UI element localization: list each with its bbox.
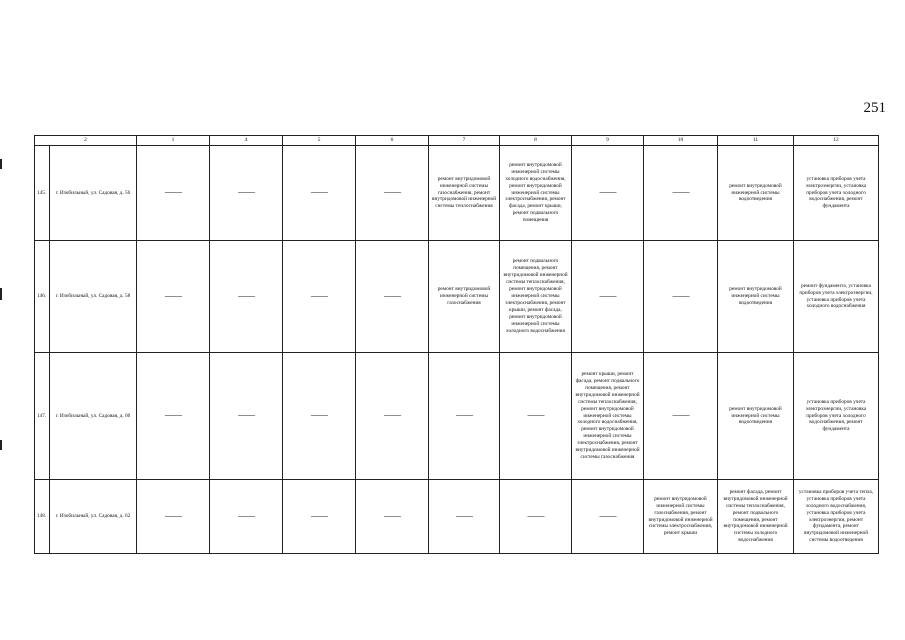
scan-edge-mark (0, 288, 2, 300)
table-cell: ремонт внутридомовой инженерной системы газоснабжения, ремонт внутридомовой инженерной системы теплоснабжения (429, 146, 500, 241)
table-cell: —— (356, 241, 429, 353)
column-header: 8 (500, 136, 572, 146)
table-cell: —— (210, 241, 283, 353)
row-number: 146. (35, 241, 50, 353)
address-cell: г. Изобильный, ул. Садовая, д. 58 (50, 241, 137, 353)
row-number: 148. (35, 480, 50, 554)
table-cell: —— (572, 480, 644, 554)
column-number-row (35, 136, 879, 146)
column-header: 6 (356, 136, 429, 146)
table-cell: —— (500, 353, 572, 480)
table-cell: —— (283, 480, 356, 554)
table-cell: —— (644, 241, 718, 353)
table-cell: —— (283, 353, 356, 480)
table-cell: установка приборов учета электроэнергии, установка приборов учета холодного водоснабжения, ремонт фундамента (794, 146, 879, 241)
table-cell: установка приборов учета тепла, установка приборов учета холодного водоснабжения, установка приборов учета электроэнергии, ремонт фундамента, ремонт внутридомовой инженерной системы водоотведения (794, 480, 879, 554)
column-header: 7 (429, 136, 500, 146)
table-cell: —— (283, 146, 356, 241)
column-header: 5 (283, 136, 356, 146)
table-cell: ремонт внутридомовой инженерной системы холодного водоснабжения, ремонт внутридомовой инженерной системы электроснабжения, ремонт фасада, ремонт крыши, ремонт подвального помещения (500, 146, 572, 241)
column-header: 2 (35, 136, 137, 146)
table-cell: —— (210, 146, 283, 241)
table-row (35, 353, 879, 480)
table-row (35, 146, 879, 241)
table-cell: —— (137, 241, 210, 353)
table-cell: ремонт внутридомовой инженерной системы газоснабжения, ремонт внутридомовой инженерной системы электроснабжения, ремонт крыши (644, 480, 718, 554)
scan-edge-mark (0, 159, 2, 169)
table-row (35, 480, 879, 554)
table-cell: —— (356, 480, 429, 554)
column-header: 11 (718, 136, 794, 146)
column-header: 4 (210, 136, 283, 146)
table-cell: —— (283, 241, 356, 353)
table-cell: —— (644, 353, 718, 480)
table-cell: —— (356, 146, 429, 241)
column-header: 1 (137, 136, 210, 146)
table-cell: —— (137, 146, 210, 241)
repair-schedule-table (34, 135, 879, 554)
page-number: 251 (863, 100, 886, 116)
row-number: 145. (35, 146, 50, 241)
table-cell: —— (500, 480, 572, 554)
table-cell: —— (429, 353, 500, 480)
address-cell: г. Изобильный, ул. Садовая, д. 56 (50, 146, 137, 241)
column-header: 12 (794, 136, 879, 146)
table-cell: —— (356, 353, 429, 480)
address-cell: г. Изобильный, ул. Садовая, д. 60 (50, 353, 137, 480)
table-cell: —— (429, 480, 500, 554)
table-cell: ремонт подвального помещения, ремонт внутридомовой инженерной системы теплоснабжения, ремонт внутридомовой инженерной системы электроснабжения, ремонт крыши, ремонт фасада, ремонт внутридомовой инженерной системы холодного водоснабжения (500, 241, 572, 353)
table-cell: ремонт внутридомовой инженерной системы водоотведения (718, 241, 794, 353)
table-cell: —— (572, 146, 644, 241)
table-cell: ремонт внутридомовой инженерной системы водоотведения (718, 146, 794, 241)
table-cell: установка приборов учета электроэнергии, установка приборов учета холодного водоснабжения, ремонт фундамента (794, 353, 879, 480)
table-cell: —— (572, 241, 644, 353)
table-cell: —— (644, 146, 718, 241)
table-cell: ремонт крыши, ремонт фасада, ремонт подвального помещения, ремонт внутридомовой инженерной системы теплоснабжения, ремонт внутридомовой инженерной системы холодного водоснабжения, ремонт внутридомовой инженерной системы электроснабжения, ремонт внутридомовой инженерной системы газоснабжения (572, 353, 644, 480)
table-cell: ремонт фасада, ремонт внутридомовой инженерной системы теплоснабжения, ремонт подвального помещения, ремонт внутридомовой инженерной системы холодного водоснабжения (718, 480, 794, 554)
table-cell: —— (210, 353, 283, 480)
column-header: 9 (572, 136, 644, 146)
table-cell: —— (137, 353, 210, 480)
table-cell: —— (137, 480, 210, 554)
table-row (35, 241, 879, 353)
address-cell: г. Изобильный, ул. Садовая, д. 62 (50, 480, 137, 554)
table-cell: —— (210, 480, 283, 554)
table-cell: ремонт внутридомовой инженерной системы газоснабжения (429, 241, 500, 353)
table-cell: ремонт фундамента, установка приборов учета электроэнергии, установка приборов учета холодного водоснабжения (794, 241, 879, 353)
column-header: 10 (644, 136, 718, 146)
scan-edge-mark (0, 440, 2, 450)
row-number: 147. (35, 353, 50, 480)
table-cell: ремонт внутридомовой инженерной системы водоотведения (718, 353, 794, 480)
